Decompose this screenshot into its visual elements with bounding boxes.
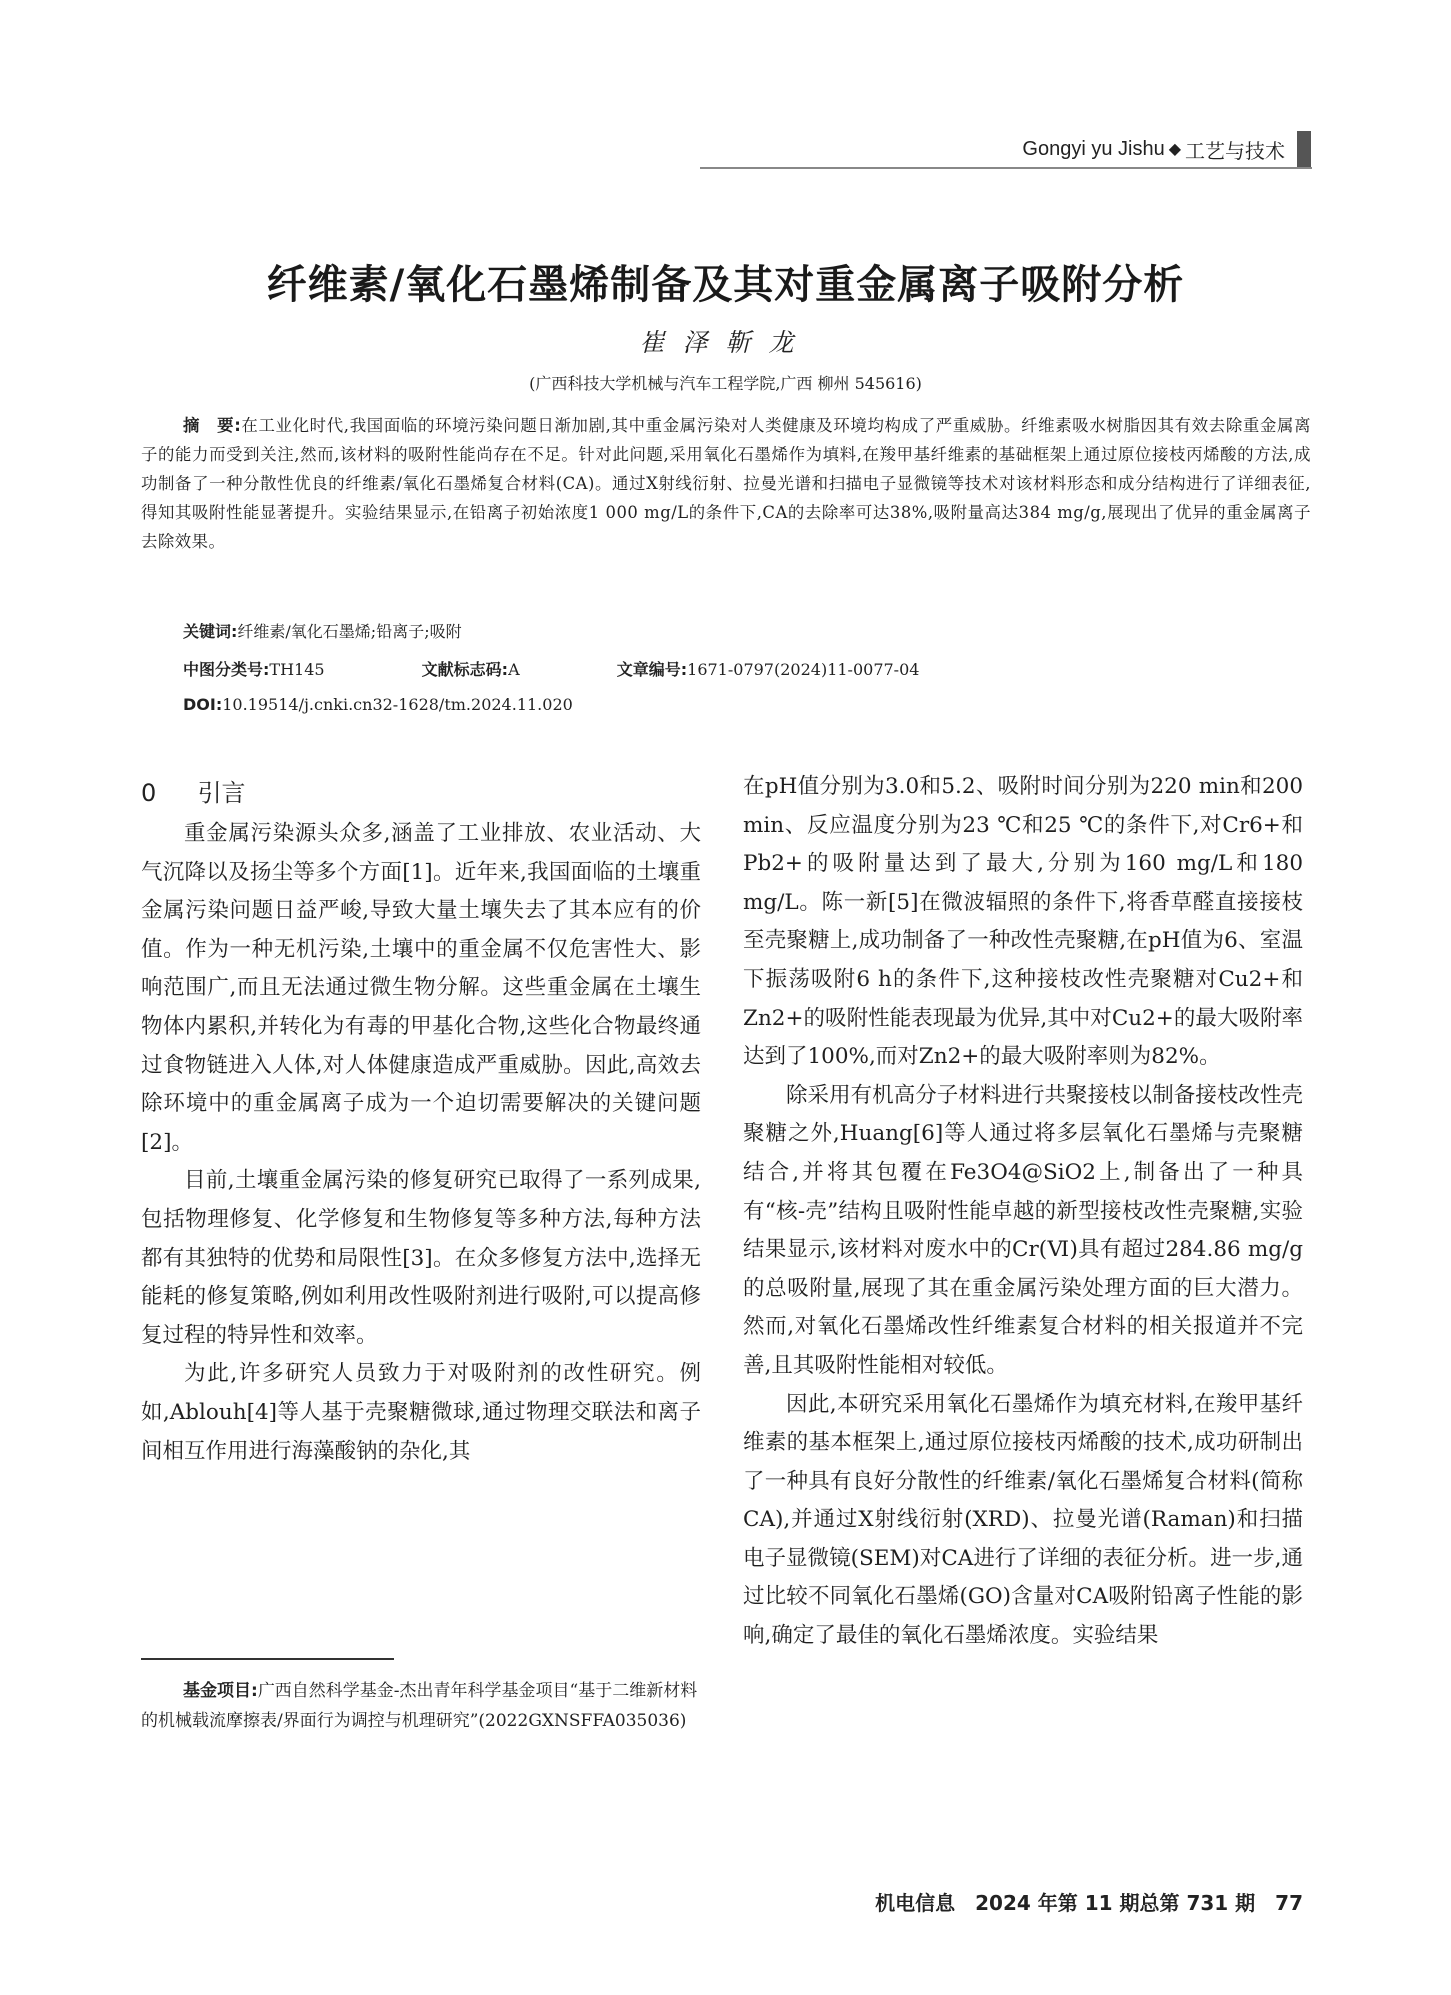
paragraph: 重金属污染源头众多,涵盖了工业排放、农业活动、大气沉降以及扬尘等多个方面[1]。近年来,我国面临的土壤重金属污染问题日益严峻,导致大量土壤失去了其本应有的价值。作为一种无机污染,土壤中的重金属不仅危害性大、影响范围广,而且无法通过微生物分解。这些重金属在土壤生物体内累积,并转化为有毒的甲基化合物,这些化合物最终通过食物链进入人体,对人体健康造成严重威胁。因此,高效去除环境中的重金属离子成为一个迫切需要解决的关键问题[2]。 [141,821,701,1155]
article-no-value: 1671-0797(2024)11-0077-04 [687,660,920,679]
page-footer: 机电信息 2024 年第 11 期总第 731 期 77 [875,1891,1303,1915]
section-title: 引言 [197,779,246,807]
doi-line [183,695,573,714]
header-pinyin: Gongyi yu Jishu [1022,137,1165,160]
article-no-item [617,660,966,679]
footnote-label: 基金项目: [183,1681,258,1701]
article-no-label: 文章编号: [616,660,688,679]
paragraph: 除采用有机高分子材料进行共聚接枝以制备接枝改性壳聚糖之外,Huang[6]等人通过将多层氧化石墨烯与壳聚糖结合,并将其包覆在Fe3O4@SiO2上,制备出了一种具有“核-壳”结构且吸附性能卓越的新型接枝改性壳聚糖,实验结果显示,该材料对废水中的Cr(Ⅵ)具有超过284.86 mg/g的总吸附量,展现了其在重金属污染处理方面的巨大潜力。然而,对氧化石墨烯改性纤维素复合材料的相关报道并不完善,且其吸附性能相对较低。 [743,1082,1303,1378]
running-header [1022,131,1311,167]
article-title: 纤维素/氧化石墨烯制备及其对重金属离子吸附分析 [266,262,1185,308]
keywords-label: 关键词: [183,622,238,641]
article-affiliation: (广西科技大学机械与汽车工程学院,广西 柳州 545616) [529,374,922,393]
clc-item [183,660,371,679]
article-author: 崔泽靳龙 [639,328,812,357]
paragraph: 因此,本研究采用氧化石墨烯作为填充材料,在羧甲基纤维素的基本框架上,通过原位接枝丙烯酸的技术,成功研制出了一种具有良好分散性的纤维素/氧化石墨烯复合材料(简称CA),并通过X射线衍射(XRD)、拉曼光谱(Raman)和扫描电子显微镜(SEM)对CA进行了详细的表征分析。进一步,通过比较不同氧化石墨烯(GO)含量对CA吸附铅离子性能的影响,确定了最佳的氧化石墨烯浓度。实验结果 [743,1391,1303,1649]
paragraph: 在pH值分别为3.0和5.2、吸附时间分别为220 min和200 min、反应温度分别为23 ℃和25 ℃的条件下,对Cr6+和Pb2+的吸附量达到了最大,分别为160 mg/L和180 mg/L。陈一新[5]在微波辐照的条件下,将香草醛直接接枝至壳聚糖上,成功制备了一种改性壳聚糖,在pH值为6、室温下振荡吸附6 h的条件下,这种接枝改性壳聚糖对Cu2+和Zn2+的吸附性能表现最为优异,其中对Cu2+的最大吸附率达到了100%,而对Zn2+的最大吸附率则为82%。 [743,774,1303,1070]
left-column [141,815,701,1471]
footnote-text: 广西自然科学基金-杰出青年科学基金项目“基于二维新材料的机械载流摩擦表/界面行为调控与机理研究”(2022GXNSFFA035036) [141,1681,698,1731]
right-column [743,768,1303,1656]
section-heading [141,773,246,808]
clc-label: 中图分类号: [183,660,270,679]
clc-value: TH145 [269,660,325,679]
classification-line [183,657,1011,680]
doc-code-item [422,660,566,679]
diamond-icon: ◆ [1168,141,1181,158]
abstract-label: 摘 要: [183,416,242,435]
header-bar-decoration [1297,131,1311,167]
doc-code-label: 文献标志码: [421,660,509,679]
keywords-line [183,619,462,642]
doc-code-value: A [508,660,520,679]
paragraph: 为此,许多研究人员致力于对吸附剂的改性研究。例如,Ablouh[4]等人基于壳聚糖微球,通过物理交联法和离子间相互作用进行海藻酸钠的杂化,其 [141,1361,701,1464]
doi-label: DOI: [183,695,223,714]
section-number: 0 [141,779,157,807]
footnote [141,1676,701,1736]
abstract [141,411,1311,556]
header-rule [700,167,1312,169]
keywords-value: 纤维素/氧化石墨烯;铅离子;吸附 [237,622,462,641]
footnote-rule [141,1658,394,1660]
doi-value: 10.19514/j.cnki.cn32-1628/tm.2024.11.020 [222,695,573,714]
abstract-text: 在工业化时代,我国面临的环境污染问题日渐加剧,其中重金属污染对人类健康及环境均构成了严重威胁。纤维素吸水树脂因其有效去除重金属离子的能力而受到关注,然而,该材料的吸附性能尚存在不足。针对此问题,采用氧化石墨烯作为填料,在羧甲基纤维素的基础框架上通过原位接枝丙烯酸的方法,成功制备了一种分散性优良的纤维素/氧化石墨烯复合材料(CA)。通过X射线衍射、拉曼光谱和扫描电子显微镜等技术对该材料形态和成分结构进行了详细表征,得知其吸附性能显著提升。实验结果显示,在铅离子初始浓度1 000 mg/L的条件下,CA的去除率可达38%,吸附量高达384 mg/g,展现出了优异的重金属离子去除效果。 [141,416,1311,551]
paragraph: 目前,土壤重金属污染的修复研究已取得了一系列成果,包括物理修复、化学修复和生物修复等多种方法,每种方法都有其独特的优势和局限性[3]。在众多修复方法中,选择无能耗的修复策略,例如利用改性吸附剂进行吸附,可以提高修复过程的特异性和效率。 [141,1168,701,1348]
header-column-name: 工艺与技术 [1185,140,1285,163]
